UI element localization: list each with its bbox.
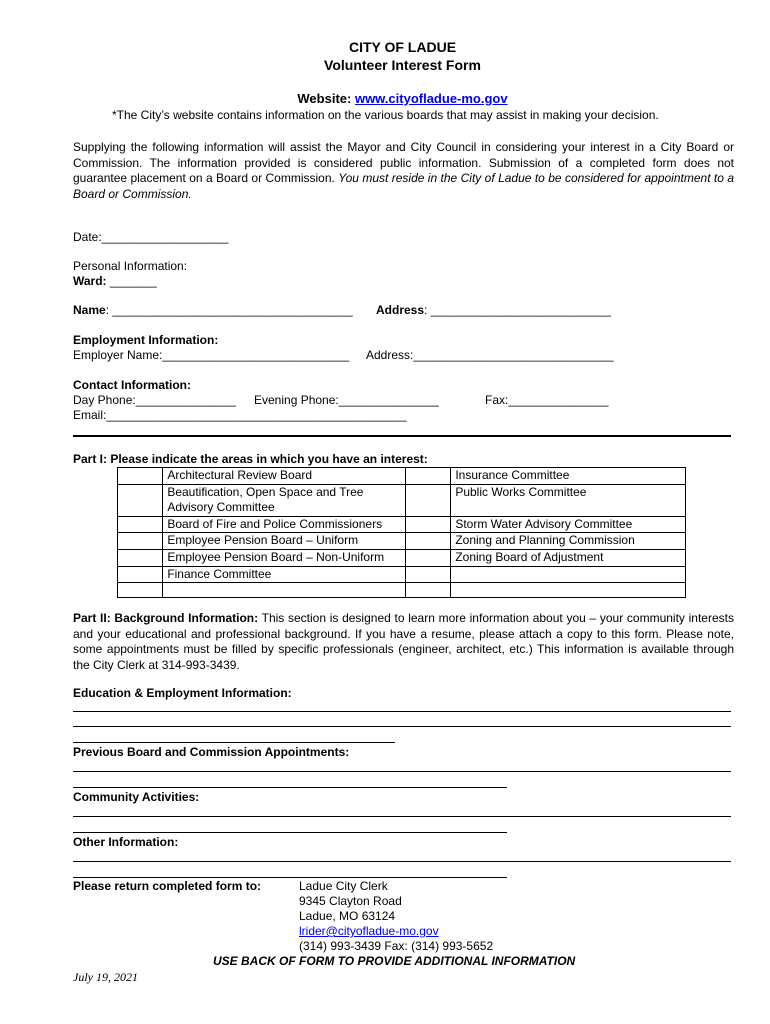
back-of-form-note: USE BACK OF FORM TO PROVIDE ADDITIONAL INFORMATION — [213, 954, 576, 968]
section-divider — [73, 435, 731, 437]
ward-line: _______ — [106, 274, 157, 288]
checkbox-cell[interactable] — [406, 484, 451, 516]
interest-label: Employee Pension Board – Uniform — [163, 533, 406, 550]
interest-label — [451, 566, 686, 583]
table-row — [118, 566, 686, 583]
website-label: Website: — [297, 91, 352, 106]
table-row — [118, 549, 686, 566]
interest-table — [117, 467, 686, 598]
interest-label: Board of Fire and Police Commissioners — [163, 516, 406, 533]
previous-appointments-line[interactable] — [73, 771, 731, 772]
address-label: Address — [376, 303, 425, 317]
email-field[interactable]: Email:_____________________________________________ — [73, 408, 407, 422]
interest-label: Storm Water Advisory Committee — [451, 516, 686, 533]
checkbox-cell[interactable] — [118, 468, 163, 485]
form-title: Volunteer Interest Form — [324, 57, 481, 73]
table-row — [118, 583, 686, 598]
education-heading: Education & Employment Information: — [73, 686, 292, 700]
return-label: Please return completed form to: — [73, 879, 262, 893]
checkbox-cell[interactable] — [406, 549, 451, 566]
name-label: Name — [73, 303, 106, 317]
checkbox-cell[interactable] — [118, 533, 163, 550]
community-heading: Community Activities: — [73, 790, 200, 804]
interest-label — [451, 583, 686, 598]
return-street: 9345 Clayton Road — [299, 894, 402, 908]
name-line: : ____________________________________ — [105, 303, 353, 317]
table-row — [118, 516, 686, 533]
checkbox-cell[interactable] — [118, 549, 163, 566]
table-row — [118, 533, 686, 550]
interest-label: Architectural Review Board — [163, 468, 406, 485]
part2-paragraph — [73, 611, 734, 673]
address-field[interactable] — [376, 303, 611, 318]
name-field[interactable] — [73, 303, 353, 318]
employer-address-field[interactable]: Address:______________________________ — [366, 348, 614, 362]
employer-name-field[interactable]: Employer Name:____________________________ — [73, 348, 350, 362]
return-phone-fax: (314) 993-3439 Fax: (314) 993-5652 — [299, 939, 494, 953]
intro-italic: You must reside in the City of Ladue to be considered for appointment to a Board or Commission. — [73, 171, 734, 201]
interest-label: Beautification, Open Space and Tree Advisory Committee — [163, 484, 406, 516]
part1-heading: Part I: Please indicate the areas in which you have an interest: — [73, 452, 428, 466]
education-line[interactable] — [73, 742, 395, 743]
education-line[interactable] — [73, 726, 731, 727]
table-row — [118, 484, 686, 516]
checkbox-cell[interactable] — [118, 583, 163, 598]
checkbox-cell[interactable] — [406, 583, 451, 598]
employment-heading: Employment Information: — [73, 333, 219, 347]
return-recipient: Ladue City Clerk — [299, 879, 388, 893]
interest-label: Zoning and Planning Commission — [451, 533, 686, 550]
checkbox-cell[interactable] — [118, 516, 163, 533]
return-city-state: Ladue, MO 63124 — [299, 909, 396, 923]
community-line[interactable] — [73, 832, 507, 833]
date-field[interactable]: Date:___________________ — [73, 230, 229, 244]
previous-appointments-line[interactable] — [73, 787, 507, 788]
day-phone-field[interactable]: Day Phone:_______________ — [73, 393, 236, 407]
interest-label: Employee Pension Board – Non-Uniform — [163, 549, 406, 566]
intro-paragraph — [73, 140, 734, 202]
checkbox-cell[interactable] — [406, 566, 451, 583]
part2-text: This section is designed to learn more information about you – your community interests and your educational and professional background. If you have a resume, please attach a copy to this form. Please note, some appointments must be filled by specific professionals (engineer, architect, etc.) This information is available through the City Clerk at 314-993-3439. — [73, 611, 734, 672]
revision-date: July 19, 2021 — [73, 970, 138, 984]
evening-phone-field[interactable]: Evening Phone:_______________ — [254, 393, 439, 407]
checkbox-cell[interactable] — [406, 468, 451, 485]
other-info-line[interactable] — [73, 861, 731, 862]
website-link[interactable]: www.cityofladue-mo.gov — [354, 91, 508, 106]
interest-label: Public Works Committee — [451, 484, 686, 516]
ward-label: Ward: — [73, 274, 107, 288]
previous-appointments-heading: Previous Board and Commission Appointments: — [73, 745, 350, 759]
interest-label: Finance Committee — [163, 566, 406, 583]
checkbox-cell[interactable] — [118, 484, 163, 516]
city-title: CITY OF LADUE — [348, 39, 457, 55]
clerk-email[interactable]: lrider@cityofladue-mo.gov — [299, 924, 439, 938]
community-line[interactable] — [73, 816, 731, 817]
table-row — [118, 468, 686, 485]
intro-text: Supplying the following information will assist the Mayor and City Council in considering your interest in a City Board or Commission. The information provided is considered public information. Submission of a completed form does not guarantee placement on a Board or Commission. — [73, 140, 734, 185]
checkbox-cell[interactable] — [406, 533, 451, 550]
other-info-line[interactable] — [73, 877, 507, 878]
return-email-link[interactable] — [299, 924, 439, 939]
checkbox-cell[interactable] — [406, 516, 451, 533]
checkbox-cell[interactable] — [118, 566, 163, 583]
ward-field[interactable] — [73, 274, 157, 289]
fax-field[interactable]: Fax:_______________ — [485, 393, 609, 407]
part2-heading: Part II: Background Information: — [73, 611, 259, 625]
personal-info-heading: Personal Information: — [73, 259, 188, 273]
contact-heading: Contact Information: — [73, 378, 191, 392]
website-note: *The City’s website contains information on the various boards that may assist in making your decision. — [112, 108, 659, 122]
other-info-heading: Other Information: — [73, 835, 179, 849]
interest-label — [163, 583, 406, 598]
interest-label: Zoning Board of Adjustment — [451, 549, 686, 566]
address-line: : ___________________________ — [424, 303, 611, 317]
education-line[interactable] — [73, 711, 731, 712]
website-line — [0, 90, 770, 108]
interest-label: Insurance Committee — [451, 468, 686, 485]
